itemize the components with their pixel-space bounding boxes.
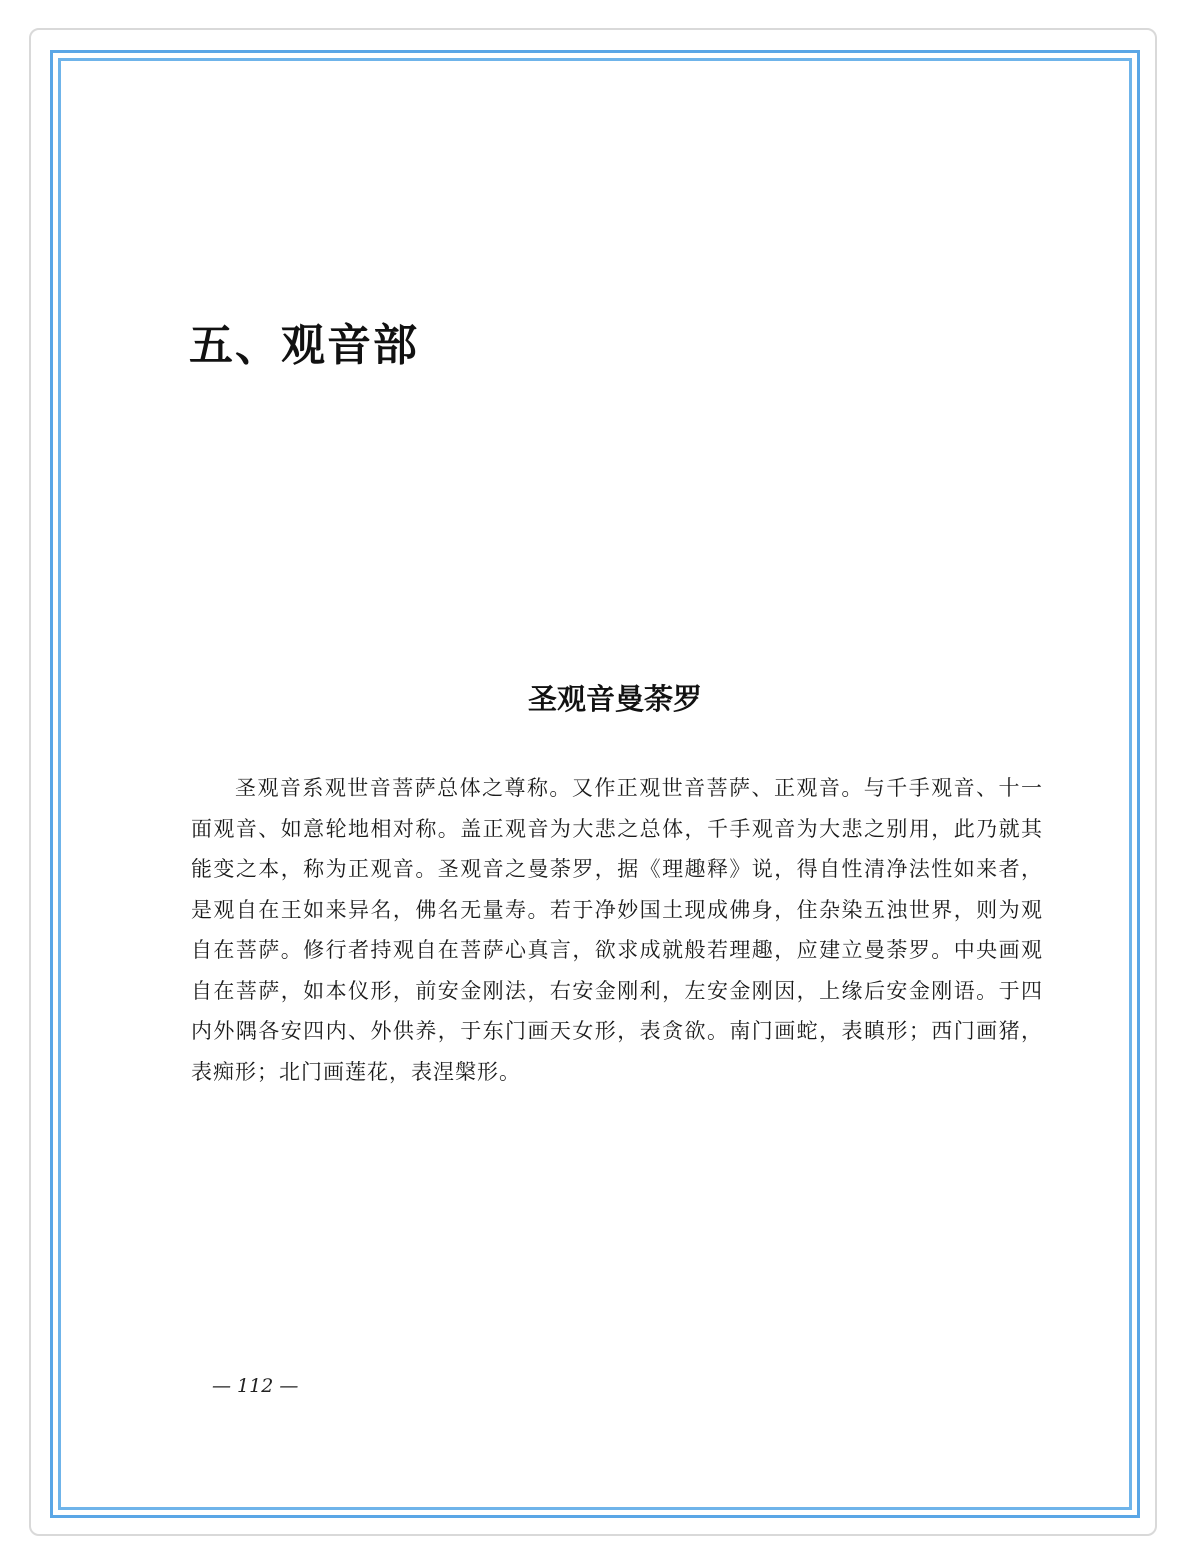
section-title: 圣观音曼荼罗	[527, 682, 702, 716]
chapter-title: 五、观音部	[189, 320, 419, 371]
page-number: — 112 —	[212, 1375, 299, 1397]
body-paragraph: 圣观音系观世音菩萨总体之尊称。又作正观世音菩萨、正观音。与千手观音、十一面观音、如意轮地相对称。盖正观音为大悲之总体，千手观音为大悲之别用，此乃就其能变之本，称为正观音。圣观音之曼荼罗，据《理趣释》说，得自性清净法性如来者，是观自在王如来异名，佛名无量寿。若于净妙国土现成佛身，住杂染五浊世界，则为观自在菩萨。修行者持观自在菩萨心真言，欲求成就般若理趣，应建立曼荼罗。中央画观自在菩萨，如本仪形，前安金刚法，右安金刚利，左安金刚因，上缘后安金刚语。于四内外隅各安四内、外供养，于东门画天女形，表贪欲。南门画蛇，表瞋形；西门画猪，表痴形；北门画莲花，表涅槃形。	[191, 776, 1043, 1084]
page	[62, 62, 1128, 1506]
